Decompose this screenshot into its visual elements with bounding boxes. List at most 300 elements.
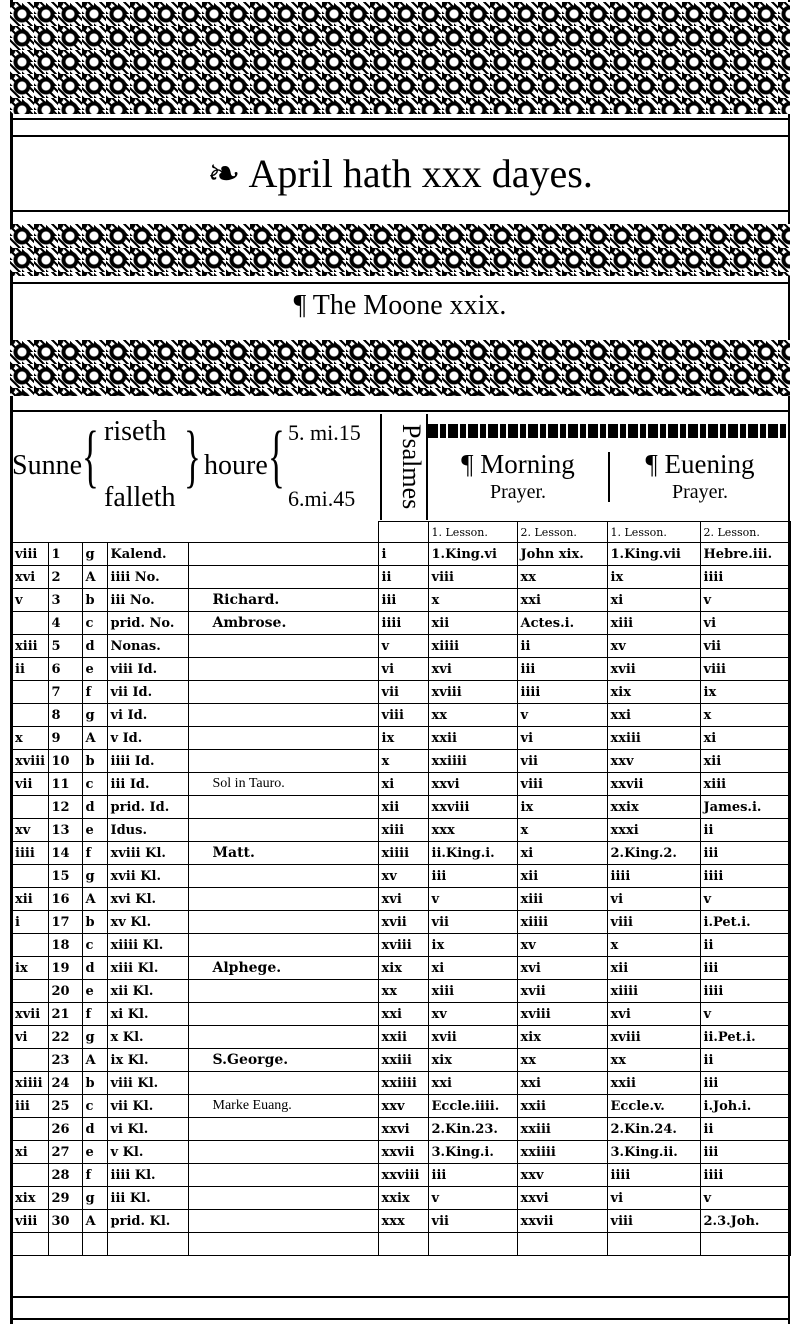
evening-lesson-1: xix	[607, 681, 700, 704]
evening-lesson-1: xv	[607, 635, 700, 658]
evening-title: Euening	[664, 449, 755, 479]
calendar-row	[12, 865, 790, 888]
evening-lesson-2: v	[700, 1003, 790, 1026]
evening-lesson-1: xxii	[607, 1072, 700, 1095]
evening-lesson-1: vi	[607, 1187, 700, 1210]
calendar-row	[12, 543, 790, 566]
dominical-letter: c	[82, 934, 107, 957]
roman-date: vi Kl.	[107, 1118, 188, 1141]
evening-lesson-2: Hebre.iii.	[700, 543, 790, 566]
evening-lesson-2: viii	[700, 658, 790, 681]
calendar-row	[12, 957, 790, 980]
day-of-month: 20	[48, 980, 82, 1003]
morning-lesson-1: Eccle.iiii.	[428, 1095, 517, 1118]
psalm-number: vii	[378, 681, 428, 704]
dominical-letter: e	[82, 658, 107, 681]
feast-day: Marke Euang.	[188, 1095, 378, 1118]
feast-day	[188, 704, 378, 727]
dominical-letter: f	[82, 1164, 107, 1187]
roman-date: iiii No.	[107, 566, 188, 589]
evening-lesson-2: ii	[700, 819, 790, 842]
morning-lesson-2: xxii	[517, 1095, 607, 1118]
evening-prayer-header	[610, 450, 790, 506]
morning-lesson-2: iiii	[517, 681, 607, 704]
morning-lesson-2: xvi	[517, 957, 607, 980]
morning-lesson-2: Actes.i.	[517, 612, 607, 635]
morning-lesson-1: 2.Kin.23.	[428, 1118, 517, 1141]
calendar-row	[12, 796, 790, 819]
day-of-month: 13	[48, 819, 82, 842]
day-of-month: 2	[48, 566, 82, 589]
blank	[378, 522, 428, 543]
day-of-month: 27	[48, 1141, 82, 1164]
golden-number: xiii	[12, 635, 48, 658]
feast-day	[188, 1210, 378, 1233]
calendar-row	[12, 681, 790, 704]
psalm-number: xxx	[378, 1210, 428, 1233]
roman-date: xv Kl.	[107, 911, 188, 934]
roman-date: viii Kl.	[107, 1072, 188, 1095]
golden-number: xiiii	[12, 1072, 48, 1095]
golden-number: v	[12, 589, 48, 612]
rule	[10, 135, 790, 137]
morning-lesson-1: 1.King.vi	[428, 543, 517, 566]
dominical-letter: g	[82, 1026, 107, 1049]
golden-number: iii	[12, 1095, 48, 1118]
morning-lesson-1: viii	[428, 566, 517, 589]
moon-text: The Moone xxix.	[312, 290, 507, 321]
roman-date: xii Kl.	[107, 980, 188, 1003]
feast-day: Ambrose.	[188, 612, 378, 635]
feast-day	[188, 796, 378, 819]
evening-lesson-1-header: 1. Lesson.	[607, 522, 700, 543]
golden-number: x	[12, 727, 48, 750]
dominical-letter: e	[82, 819, 107, 842]
evening-sub: Prayer.	[671, 481, 729, 503]
psalm-number: xxvii	[378, 1141, 428, 1164]
evening-lesson-1: xvii	[607, 658, 700, 681]
morning-lesson-2: xxvii	[517, 1210, 607, 1233]
roman-date: Idus.	[107, 819, 188, 842]
dominical-letter: f	[82, 842, 107, 865]
feast-day	[188, 635, 378, 658]
morning-lesson-2: xxiiii	[517, 1141, 607, 1164]
morning-sub: Prayer.	[489, 481, 547, 503]
morning-lesson-1: ix	[428, 934, 517, 957]
roman-date: vi Id.	[107, 704, 188, 727]
houre-label: houre	[204, 450, 268, 481]
blank	[12, 522, 378, 543]
brace-icon: }	[184, 418, 201, 495]
evening-lesson-2: ii.Pet.i.	[700, 1026, 790, 1049]
morning-lesson-2: xiii	[517, 888, 607, 911]
rule	[10, 118, 790, 120]
evening-lesson-2: iiii	[700, 1164, 790, 1187]
roman-date: iii No.	[107, 589, 188, 612]
psalm-number: xxii	[378, 1026, 428, 1049]
dominical-letter: c	[82, 612, 107, 635]
roman-date: xi Kl.	[107, 1003, 188, 1026]
evening-lesson-1: xi	[607, 589, 700, 612]
golden-number	[12, 1118, 48, 1141]
psalm-number: xiii	[378, 819, 428, 842]
morning-lesson-1: vii	[428, 911, 517, 934]
morning-lesson-1-header: 1. Lesson.	[428, 522, 517, 543]
dominical-letter: d	[82, 796, 107, 819]
morning-lesson-1: xiiii	[428, 635, 517, 658]
calendar-row	[12, 589, 790, 612]
feast-day	[188, 1003, 378, 1026]
roman-date: Nonas.	[107, 635, 188, 658]
evening-lesson-1: xx	[607, 1049, 700, 1072]
morning-lesson-2: xiiii	[517, 911, 607, 934]
dominical-letter: f	[82, 1003, 107, 1026]
feast-day	[188, 566, 378, 589]
evening-lesson-2: ix	[700, 681, 790, 704]
psalm-number: ix	[378, 727, 428, 750]
golden-number: xviii	[12, 750, 48, 773]
psalm-number: iiii	[378, 612, 428, 635]
calendar-row	[12, 934, 790, 957]
psalm-number: xxiiii	[378, 1072, 428, 1095]
calendar-row	[12, 1118, 790, 1141]
psalm-number: xxix	[378, 1187, 428, 1210]
psalm-number: xv	[378, 865, 428, 888]
calendar-row	[12, 888, 790, 911]
evening-lesson-2: ii	[700, 1049, 790, 1072]
feast-day: Richard.	[188, 589, 378, 612]
riseth-label: riseth	[104, 416, 167, 447]
calendar-row	[12, 911, 790, 934]
roman-date: Kalend.	[107, 543, 188, 566]
morning-lesson-2: iii	[517, 658, 607, 681]
psalm-number: xix	[378, 957, 428, 980]
morning-prayer-header	[428, 450, 608, 506]
day-of-month: 8	[48, 704, 82, 727]
feast-day	[188, 658, 378, 681]
golden-number: xvii	[12, 1003, 48, 1026]
evening-lesson-2: iiii	[700, 865, 790, 888]
evening-lesson-2: v	[700, 589, 790, 612]
psalm-number: xvi	[378, 888, 428, 911]
roman-date: xvii Kl.	[107, 865, 188, 888]
golden-number: xvi	[12, 566, 48, 589]
feast-day: Sol in Tauro.	[188, 773, 378, 796]
golden-number	[12, 704, 48, 727]
psalm-number: xx	[378, 980, 428, 1003]
feast-day	[188, 1187, 378, 1210]
morning-lesson-1: xi	[428, 957, 517, 980]
evening-lesson-1: 3.King.ii.	[607, 1141, 700, 1164]
morning-lesson-2: vii	[517, 750, 607, 773]
evening-lesson-2: iii	[700, 1141, 790, 1164]
feast-day	[188, 865, 378, 888]
morning-lesson-2: xx	[517, 566, 607, 589]
calendar-row	[12, 842, 790, 865]
evening-lesson-1: 2.King.2.	[607, 842, 700, 865]
morning-lesson-2: xviii	[517, 1003, 607, 1026]
evening-lesson-2: iii	[700, 1072, 790, 1095]
evening-lesson-2: ii	[700, 934, 790, 957]
golden-number: xix	[12, 1187, 48, 1210]
roman-date: iiii Kl.	[107, 1164, 188, 1187]
evening-lesson-1: xxv	[607, 750, 700, 773]
day-of-month: 9	[48, 727, 82, 750]
evening-lesson-2: v	[700, 888, 790, 911]
calendar-row	[12, 1072, 790, 1095]
psalm-number: xxvi	[378, 1118, 428, 1141]
sun-times	[12, 412, 378, 522]
blank-cell	[607, 1233, 700, 1256]
golden-number: iiii	[12, 842, 48, 865]
brace-icon: {	[268, 418, 285, 495]
leaf-ornament-icon: ❧	[207, 151, 249, 196]
dominical-letter: b	[82, 911, 107, 934]
day-of-month: 19	[48, 957, 82, 980]
dominical-letter: g	[82, 1187, 107, 1210]
evening-lesson-2: xii	[700, 750, 790, 773]
psalm-number: i	[378, 543, 428, 566]
roman-date: iii Kl.	[107, 1187, 188, 1210]
feast-day	[188, 980, 378, 1003]
evening-lesson-2: x	[700, 704, 790, 727]
day-of-month: 25	[48, 1095, 82, 1118]
psalm-number: xvii	[378, 911, 428, 934]
psalm-number: viii	[378, 704, 428, 727]
evening-lesson-1: ix	[607, 566, 700, 589]
rule	[10, 1296, 790, 1298]
morning-lesson-1: xxvi	[428, 773, 517, 796]
evening-lesson-1: xxxi	[607, 819, 700, 842]
day-of-month: 24	[48, 1072, 82, 1095]
evening-lesson-1: xxvii	[607, 773, 700, 796]
blank-cell	[12, 1233, 48, 1256]
day-of-month: 29	[48, 1187, 82, 1210]
fall-time: 6.mi.45	[288, 486, 356, 511]
roman-date: iiii Id.	[107, 750, 188, 773]
morning-lesson-2: xxi	[517, 589, 607, 612]
golden-number	[12, 681, 48, 704]
morning-lesson-2: x	[517, 819, 607, 842]
morning-lesson-1: xxiiii	[428, 750, 517, 773]
evening-lesson-2: James.i.	[700, 796, 790, 819]
blank-cell	[107, 1233, 188, 1256]
evening-lesson-1: xxiii	[607, 727, 700, 750]
day-of-month: 1	[48, 543, 82, 566]
morning-lesson-2: xxi	[517, 1072, 607, 1095]
blank-row	[12, 1233, 790, 1256]
day-of-month: 17	[48, 911, 82, 934]
rule	[10, 282, 790, 284]
evening-lesson-2: iii	[700, 957, 790, 980]
calendar-table	[12, 521, 791, 1256]
morning-lesson-1: x	[428, 589, 517, 612]
golden-number: viii	[12, 1210, 48, 1233]
ornament-band	[10, 340, 790, 396]
feast-day	[188, 543, 378, 566]
roman-date: xiiii Kl.	[107, 934, 188, 957]
rule	[10, 210, 790, 212]
dominical-letter: A	[82, 1049, 107, 1072]
ornament-band	[10, 224, 790, 276]
roman-date: ix Kl.	[107, 1049, 188, 1072]
dominical-letter: e	[82, 980, 107, 1003]
evening-lesson-2: 2.3.Joh.	[700, 1210, 790, 1233]
morning-lesson-2: ii	[517, 635, 607, 658]
feast-day	[188, 727, 378, 750]
pilcrow-icon: ¶	[461, 449, 474, 479]
dominical-letter: d	[82, 957, 107, 980]
dominical-letter: c	[82, 773, 107, 796]
dominical-letter: c	[82, 1095, 107, 1118]
calendar-row	[12, 1187, 790, 1210]
morning-lesson-1: xxx	[428, 819, 517, 842]
pilcrow-icon: ¶	[293, 290, 307, 321]
golden-number	[12, 980, 48, 1003]
day-of-month: 26	[48, 1118, 82, 1141]
evening-lesson-1: 2.Kin.24.	[607, 1118, 700, 1141]
evening-lesson-2: xiii	[700, 773, 790, 796]
evening-lesson-1: xiii	[607, 612, 700, 635]
morning-title: Morning	[480, 449, 575, 479]
evening-lesson-2: v	[700, 1187, 790, 1210]
blank-cell	[48, 1233, 82, 1256]
morning-lesson-2: xii	[517, 865, 607, 888]
evening-lesson-2: iiii	[700, 566, 790, 589]
morning-lesson-1: ii.King.i.	[428, 842, 517, 865]
roman-date: xiii Kl.	[107, 957, 188, 980]
day-of-month: 3	[48, 589, 82, 612]
feast-day: Alphege.	[188, 957, 378, 980]
calendar-row	[12, 704, 790, 727]
morning-lesson-1: xxviii	[428, 796, 517, 819]
feast-day	[188, 681, 378, 704]
evening-lesson-1: iiii	[607, 865, 700, 888]
feast-day	[188, 1026, 378, 1049]
evening-lesson-2-header: 2. Lesson.	[700, 522, 790, 543]
morning-lesson-2: xx	[517, 1049, 607, 1072]
psalm-number: v	[378, 635, 428, 658]
blank-cell	[517, 1233, 607, 1256]
morning-lesson-2: xxvi	[517, 1187, 607, 1210]
morning-lesson-2: v	[517, 704, 607, 727]
header-ornament	[428, 424, 788, 438]
psalm-number: x	[378, 750, 428, 773]
calendar-row	[12, 1164, 790, 1187]
dominical-letter: b	[82, 750, 107, 773]
morning-lesson-2: viii	[517, 773, 607, 796]
feast-day	[188, 750, 378, 773]
feast-day	[188, 911, 378, 934]
roman-date: vii Kl.	[107, 1095, 188, 1118]
evening-lesson-1: viii	[607, 911, 700, 934]
golden-number: viii	[12, 543, 48, 566]
morning-lesson-1: xvii	[428, 1026, 517, 1049]
golden-number: vii	[12, 773, 48, 796]
dominical-letter: A	[82, 888, 107, 911]
psalm-number: xii	[378, 796, 428, 819]
day-of-month: 15	[48, 865, 82, 888]
blank-cell	[188, 1233, 378, 1256]
evening-lesson-1: xii	[607, 957, 700, 980]
moon-line	[10, 290, 790, 322]
evening-lesson-2: i.Pet.i.	[700, 911, 790, 934]
golden-number: xii	[12, 888, 48, 911]
calendar-row	[12, 980, 790, 1003]
feast-day	[188, 819, 378, 842]
dominical-letter: b	[82, 1072, 107, 1095]
rule	[10, 1318, 790, 1320]
month-title-text: April hath xxx dayes.	[248, 151, 593, 196]
evening-lesson-2: vi	[700, 612, 790, 635]
roman-date: x Kl.	[107, 1026, 188, 1049]
golden-number	[12, 865, 48, 888]
roman-date: prid. Id.	[107, 796, 188, 819]
day-of-month: 28	[48, 1164, 82, 1187]
day-of-month: 11	[48, 773, 82, 796]
rise-time: 5. mi.15	[288, 420, 361, 445]
evening-lesson-2: ii	[700, 1118, 790, 1141]
psalm-number: iii	[378, 589, 428, 612]
evening-lesson-1: xxi	[607, 704, 700, 727]
blank-cell	[82, 1233, 107, 1256]
evening-lesson-1: x	[607, 934, 700, 957]
evening-lesson-1: xiiii	[607, 980, 700, 1003]
roman-date: prid. Kl.	[107, 1210, 188, 1233]
morning-lesson-1: xiii	[428, 980, 517, 1003]
psalmes-header: Psalmes	[380, 414, 428, 520]
morning-lesson-1: xx	[428, 704, 517, 727]
calendar-row	[12, 819, 790, 842]
golden-number: xi	[12, 1141, 48, 1164]
pilcrow-icon: ¶	[645, 449, 658, 479]
morning-lesson-1: iii	[428, 865, 517, 888]
psalm-number: xviii	[378, 934, 428, 957]
morning-lesson-1: v	[428, 1187, 517, 1210]
evening-lesson-1: iiii	[607, 1164, 700, 1187]
morning-lesson-1: xviii	[428, 681, 517, 704]
golden-number: i	[12, 911, 48, 934]
psalm-number: xxv	[378, 1095, 428, 1118]
calendar-row	[12, 566, 790, 589]
month-title	[10, 150, 790, 197]
evening-lesson-1: Eccle.v.	[607, 1095, 700, 1118]
evening-lesson-2: vii	[700, 635, 790, 658]
golden-number: ix	[12, 957, 48, 980]
calendar-row	[12, 612, 790, 635]
day-of-month: 4	[48, 612, 82, 635]
morning-lesson-1: 3.King.i.	[428, 1141, 517, 1164]
feast-day: S.George.	[188, 1049, 378, 1072]
morning-lesson-2-header: 2. Lesson.	[517, 522, 607, 543]
psalm-number: xiiii	[378, 842, 428, 865]
evening-lesson-1: viii	[607, 1210, 700, 1233]
psalm-number: xxviii	[378, 1164, 428, 1187]
day-of-month: 5	[48, 635, 82, 658]
lesson-header-row	[12, 522, 790, 543]
feast-day	[188, 888, 378, 911]
roman-date: iii Id.	[107, 773, 188, 796]
golden-number	[12, 1049, 48, 1072]
dominical-letter: d	[82, 635, 107, 658]
morning-lesson-2: ix	[517, 796, 607, 819]
blank-cell	[428, 1233, 517, 1256]
brace-icon: {	[82, 418, 99, 495]
roman-date: xviii Kl.	[107, 842, 188, 865]
golden-number: xv	[12, 819, 48, 842]
dominical-letter: b	[82, 589, 107, 612]
morning-lesson-2: xxv	[517, 1164, 607, 1187]
